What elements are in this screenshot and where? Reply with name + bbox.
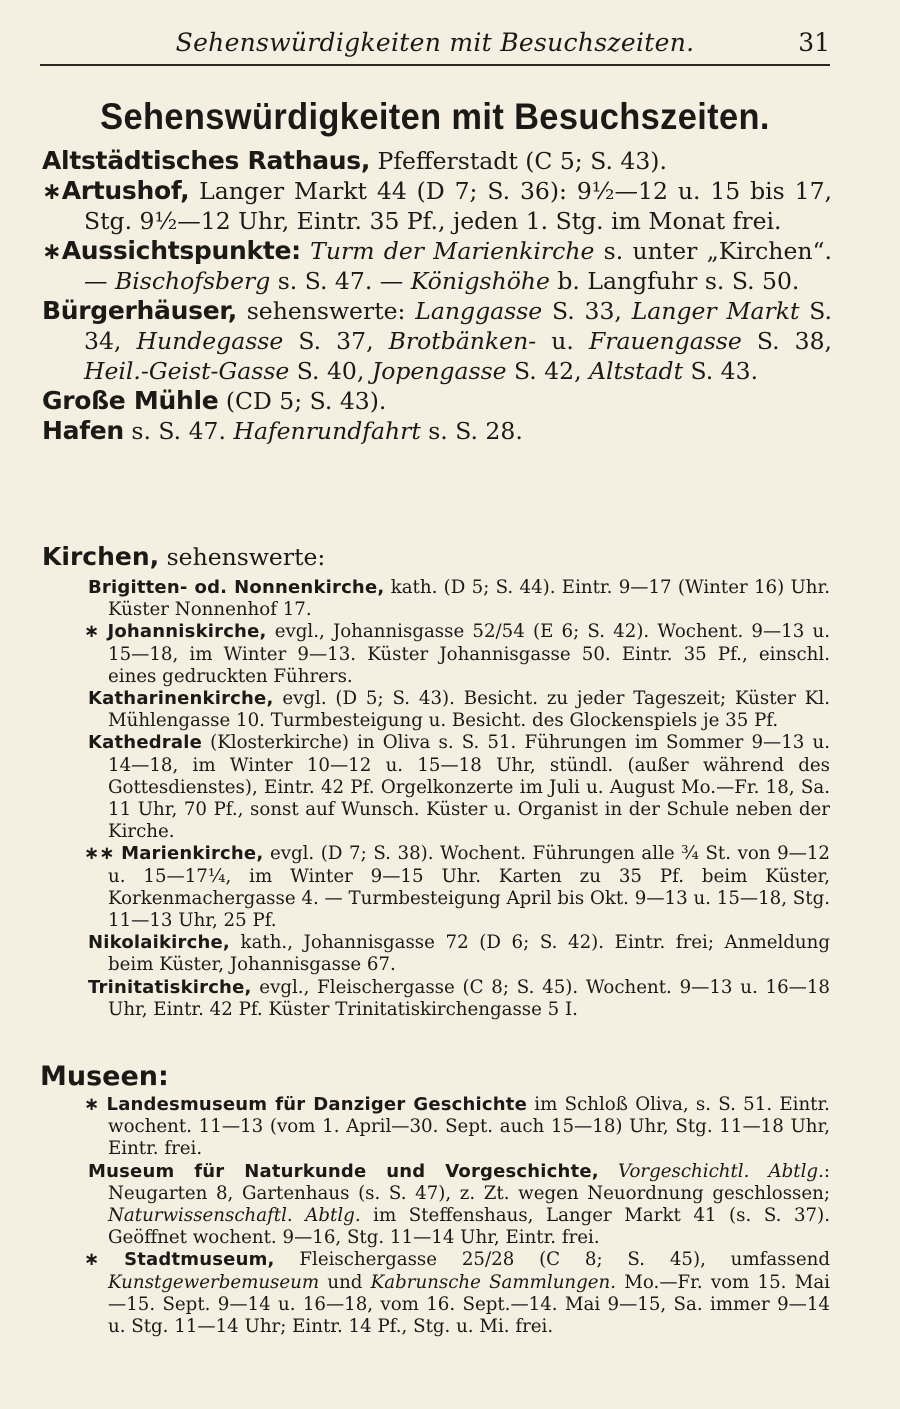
museum-text: im Steffenshaus, Langer Markt 41 (s. S. 37). Geöffnet wochent. 9—16, Stg. 11—14 Uhr, Eintr. frei. <box>108 1205 830 1249</box>
museum-text: im Schloß Oliva, s. S. 51. Eintr. wochent. 11—13 (vom 1. April—30. Sept. auch 15—18) Uhr, Stg. 11—18 Uhr, Eintr. frei. <box>108 1094 830 1160</box>
entry-italic: Heil.-Geist-Gasse <box>84 357 290 385</box>
museum-stadtmuseum <box>84 1249 830 1338</box>
churches-list <box>84 577 830 1021</box>
museum-italic: Vorgeschichtl. Abtlg. <box>618 1160 824 1182</box>
entry-hafen <box>42 416 832 446</box>
entry-italic: Turm der Marienkirche <box>310 237 595 265</box>
star-marker: ∗ <box>84 621 100 643</box>
entry-term: Bürgerhäuser, <box>42 296 237 325</box>
museum-name: Landesmuseum für Danziger Geschichte <box>106 1094 528 1115</box>
entry-italic: Hafenrundfahrt <box>233 417 421 445</box>
entry-italic: Brotbänken- <box>388 327 537 355</box>
entry-rathaus <box>42 146 832 176</box>
church-name: Kathedrale <box>88 732 203 754</box>
church-brigittenkirche <box>88 577 830 621</box>
entry-text: S. 40, <box>289 357 372 385</box>
church-text: kath. (D 5; S. 44). Eintr. 9—17 (Winter 16) Uhr. Küster Nonnenhof 17. <box>108 577 830 621</box>
museum-italic: Naturwissenschaftl. Abtlg. <box>108 1205 361 1227</box>
entry-italic: Königshöhe <box>410 267 550 295</box>
sights-list <box>42 146 832 446</box>
entry-text: S. 42, <box>506 357 590 385</box>
museum-naturkunde <box>88 1161 830 1250</box>
entry-italic: Hundegasse <box>136 327 284 355</box>
star-marker: ∗ <box>42 177 62 205</box>
entry-term: Altstädtisches Rathaus, <box>42 146 371 175</box>
museum-landesmuseum <box>84 1094 830 1161</box>
museum-text: Fleischergasse 25/28 (C 8; S. 45), umfassend <box>274 1249 830 1271</box>
entry-term: Hafen <box>42 416 124 445</box>
church-name: Johanniskirche, <box>107 621 267 643</box>
church-text: kath., Johannisgasse 72 (D 6; S. 42). Eintr. frei; Anmeldung beim Küster, Johannisgasse 67. <box>108 932 830 976</box>
museum-italic: Kabrunsche Sammlungen. <box>370 1271 617 1293</box>
entry-text: Pfefferstadt (C 5; S. 43). <box>370 147 667 175</box>
entry-italic: Bischofsberg <box>114 267 271 295</box>
museum-text: Mo.—Fr. vom 15. Mai—15. Sept. 9—14 u. 16—18, vom 16. Sept.—14. Mai 9—15, Sa. immer 9—14 u. Stg. 11—14 Uhr; Eintr. 14 Pf., Stg. u. Mi. frei. <box>108 1271 830 1338</box>
church-text: (Klosterkirche) in Oliva s. S. 51. Führungen im Sommer 9—13 u. 14—18, im Winter 10—12 u. 15—18 Uhr, stündl. (außer während des Gottesdienstes), Eintr. 42 Pf. Orgelkonzerte im Juli u. August Mo.—Fr. 18, Sa. 11 Uhr, 70 Pf., sonst auf Wunsch. Küster u. Organist in der Schule neben der Kirche. <box>108 732 830 843</box>
page-title: Sehenswürdigkeiten mit Besuchszeiten. <box>100 96 770 137</box>
entry-text: S. 38, <box>741 327 833 355</box>
church-text: evgl. (D 7; S. 38). Wochent. Führungen alle ¾ St. von 9—12 u. 15—17¼, im Winter 9—15 Uhr. Karten zu 35 Pf. beim Küster, Korkenmachergasse 4. — Turmbesteigung April bis Okt. 9—13 u. 15—18, Stg. 11—13 Uhr, 25 Pf. <box>108 843 830 932</box>
entry-text: s. unter „Kirchen“. — <box>84 237 832 295</box>
museum-text <box>599 1161 618 1182</box>
church-trinitatiskirche <box>88 977 830 1021</box>
entry-text: s. S. 47. — <box>270 267 411 295</box>
entry-italic: Frauengasse <box>588 327 742 355</box>
running-header <box>40 24 830 66</box>
entry-aussichtspunkte <box>42 236 832 296</box>
running-title: Sehenswürdigkeiten mit Besuchszeiten. <box>175 28 695 57</box>
star-marker: ∗ <box>42 237 62 265</box>
entry-text: S. 33, <box>542 297 632 325</box>
entry-text: (CD 5; S. 43). <box>218 387 387 415</box>
star-marker: ∗ <box>84 1094 100 1115</box>
entry-italic: Jopengasse <box>371 357 507 385</box>
museum-italic: Kunstgewerbemuseum <box>108 1271 320 1293</box>
section-term: Kirchen, <box>42 542 160 571</box>
entry-term: Große Mühle <box>42 386 219 415</box>
church-name: Marienkirche, <box>121 843 264 865</box>
church-text: evgl. (D 5; S. 43). Besicht. zu jeder Tageszeit; Küster Kl. Mühlengasse 10. Turmbesteigung u. Besicht. des Glockenspiels je 35 Pf. <box>108 688 830 732</box>
entry-italic: Altstadt <box>589 357 684 385</box>
museums-list <box>84 1094 830 1338</box>
entry-text: u. <box>536 327 589 355</box>
section-heading-kirchen <box>42 542 325 572</box>
church-name: Katharinenkirche, <box>88 688 274 710</box>
entry-text: S. 34, <box>84 297 832 355</box>
entry-text: s. S. 47. <box>123 417 234 445</box>
entry-artushof <box>42 176 832 236</box>
museum-name: Stadtmuseum, <box>124 1249 275 1271</box>
entry-text: s. S. 28. <box>420 417 523 445</box>
museum-text: : Neugarten 8, Gartenhaus (s. S. 47), z. Zt. wegen Neuordnung geschlossen; <box>108 1160 830 1204</box>
star-marker: ∗∗ <box>84 843 115 865</box>
church-name: Brigitten- od. Nonnenkirche, <box>88 577 385 598</box>
church-kathedrale <box>88 732 830 843</box>
entry-term: Aussichtspunkte: <box>61 236 301 265</box>
entry-grosse-muehle <box>42 386 832 416</box>
entry-text: sehenswerte: <box>236 297 416 325</box>
museum-name: Museum für Naturkunde und Vorgeschichte, <box>88 1160 599 1182</box>
entry-italic: Langer Markt <box>631 297 800 325</box>
section-heading-museen: Museen: <box>40 1061 169 1092</box>
church-katharinenkirche <box>88 688 830 732</box>
page-number: 31 <box>798 28 830 57</box>
entry-text: S. 37, <box>283 327 389 355</box>
entry-text <box>301 237 310 265</box>
church-text: evgl., Johannisgasse 52/54 (E 6; S. 42). Wochent. 9—13 u. 15—18, im Winter 9—13. Küster Johannisgasse 50. Eintr. 35 Pf., einschl. eines gedruckten Führers. <box>108 621 830 687</box>
church-name: Nikolaikirche, <box>88 932 230 954</box>
entry-text: b. Langfuhr s. S. 50. <box>549 267 800 295</box>
church-marienkirche <box>84 843 830 932</box>
star-marker: ∗ <box>84 1249 100 1271</box>
church-johanniskirche <box>84 621 830 688</box>
church-nikolaikirche <box>88 932 830 976</box>
entry-term: Artushof, <box>61 176 190 205</box>
entry-text: Langer Markt 44 (D 7; S. 36): 9½—12 u. 15 bis 17, Stg. 9½—12 Uhr, Eintr. 35 Pf., jeden 1. Stg. im Monat frei. <box>84 177 832 235</box>
museum-text: und <box>319 1271 371 1293</box>
entry-italic: Langgasse <box>415 297 543 325</box>
church-text: evgl., Fleischergasse (C 8; S. 45). Wochent. 9—13 u. 16—18 Uhr, Eintr. 42 Pf. Küster Trinitatiskirchengasse 5 I. <box>108 976 830 1020</box>
section-text: sehenswerte: <box>159 543 326 571</box>
church-name: Trinitatiskirche, <box>88 976 252 998</box>
entry-text: S. 43. <box>683 357 759 385</box>
entry-buergerhaeuser <box>42 296 832 386</box>
